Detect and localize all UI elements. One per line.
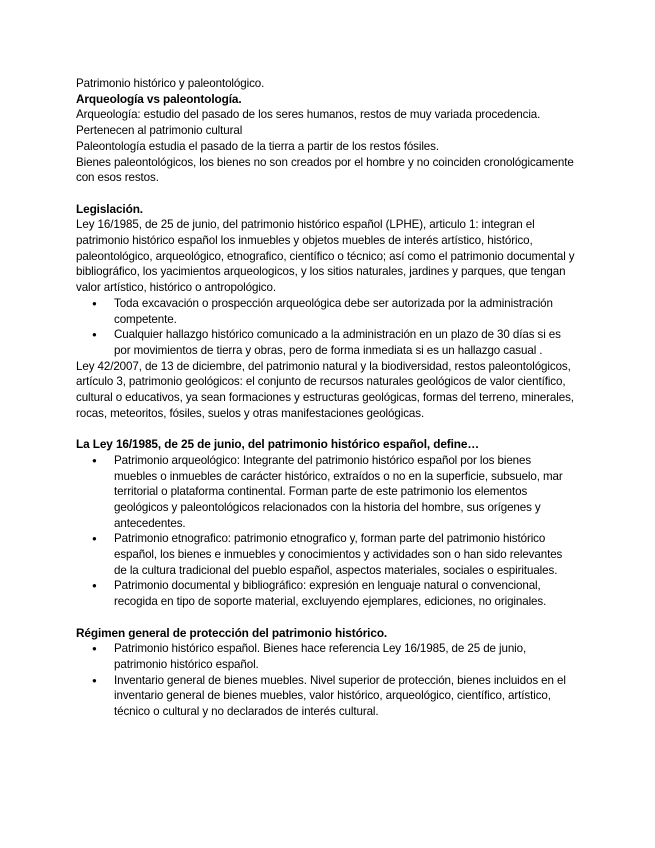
legislacion-section (76, 202, 576, 422)
bullet-list (76, 296, 576, 359)
section-heading-arqueologia: Arqueología vs paleontología. (76, 91, 242, 106)
document-title-line: Patrimonio histórico y paleontológico. (76, 77, 265, 90)
blank-line (76, 421, 576, 437)
paragraph: Ley 16/1985, de 25 de junio, del patrimonio histórico español (LPHE), articulo 1: integran el patrimonio histórico español los inmuebles y objetos muebles de interés artístico, histórico, paleontológico, arqueológico, etnografico, científico o técnico; así como el patrimonio documental y bibliográfico, los yacimientos arqueologicos, y los sitios naturales, jardines y parques, que tengan valor artístico, histórico o antropológico. (76, 218, 575, 295)
regimen-section (76, 626, 576, 720)
list-item: ● Patrimonio etnografico: patrimonio etnografico y, forman parte del patrimonio histórico español, los bienes e inmuebles y conocimientos y actividades son o han sido relevantes de la cultura tradicional del pueblo español, aspectos materiales, sociales o espirituales. (114, 531, 576, 578)
section-heading-regimen: Régimen general de protección del patrimonio histórico. (76, 625, 388, 640)
list-item: ● Patrimonio documental y bibliográfico: expresión en lenguaje natural o convencional, recogida en tipo de soporte material, excluyendo ejemplares, ediciones, no originales. (114, 578, 576, 609)
list-item: ● Toda excavación o prospección arqueológica debe ser autorizada por la administración competente. (114, 296, 576, 327)
paragraph: Ley 42/2007, de 13 de diciembre, del patrimonio natural y la biodiversidad, restos paleontológicos, artículo 3, patrimonio geológicos: el conjunto de recursos naturales geológicos de valor científico, cultural o educativos, ya sean formaciones y estructuras geológicas, formas del terreno, minerales, rocas, meteoritos, fósiles, suelos y otras manifestaciones geológicas. (76, 359, 574, 420)
bullet-list (76, 641, 576, 720)
ley-16-1985-section (76, 437, 576, 610)
bullet-list (76, 453, 576, 610)
list-item: ● Cualquier hallazgo histórico comunicado a la administración en un plazo de 30 días si es por movimientos de tierra y obras, pero de forma inmediata si es un hallazgo casual . (114, 327, 576, 358)
intro-section (76, 76, 576, 186)
document-page (76, 76, 576, 720)
section-heading-legislacion: Legislación. (76, 201, 143, 216)
text-line: Paleontología estudia el pasado de la tierra a partir de los restos fósiles. (76, 139, 439, 153)
blank-line (76, 610, 576, 626)
text-line: Bienes paleontológicos, los bienes no son creados por el hombre y no coinciden cronológicamente con esos restos. (76, 155, 574, 185)
text-line: Pertenecen al patrimonio cultural (76, 124, 243, 138)
list-item: ● Patrimonio histórico español. Bienes hace referencia Ley 16/1985, de 25 de junio, patrimonio histórico español. (114, 641, 576, 672)
list-item: ● Inventario general de bienes muebles. Nivel superior de protección, bienes incluidos en el inventario general de bienes muebles, valor histórico, arqueológico, científico, artístico, técnico o cultural y no declarados de interés cultural. (114, 673, 576, 720)
list-item: ● Patrimonio arqueológico: Integrante del patrimonio histórico español por los bienes muebles o inmuebles de carácter histórico, extraídos o no en la superficie, subsuelo, mar territorial o plataforma continental. Forman parte de este patrimonio los elementos geológicos y paleontológicos relacionados con la historia del hombre, sus orígenes y antecedentes. (114, 453, 576, 532)
blank-line (76, 186, 576, 202)
text-line: Arqueología: estudio del pasado de los seres humanos, restos de muy variada procedencia. (76, 108, 541, 122)
section-heading-ley-16-1985: La Ley 16/1985, de 25 de junio, del patrimonio histórico español, define… (76, 437, 480, 452)
